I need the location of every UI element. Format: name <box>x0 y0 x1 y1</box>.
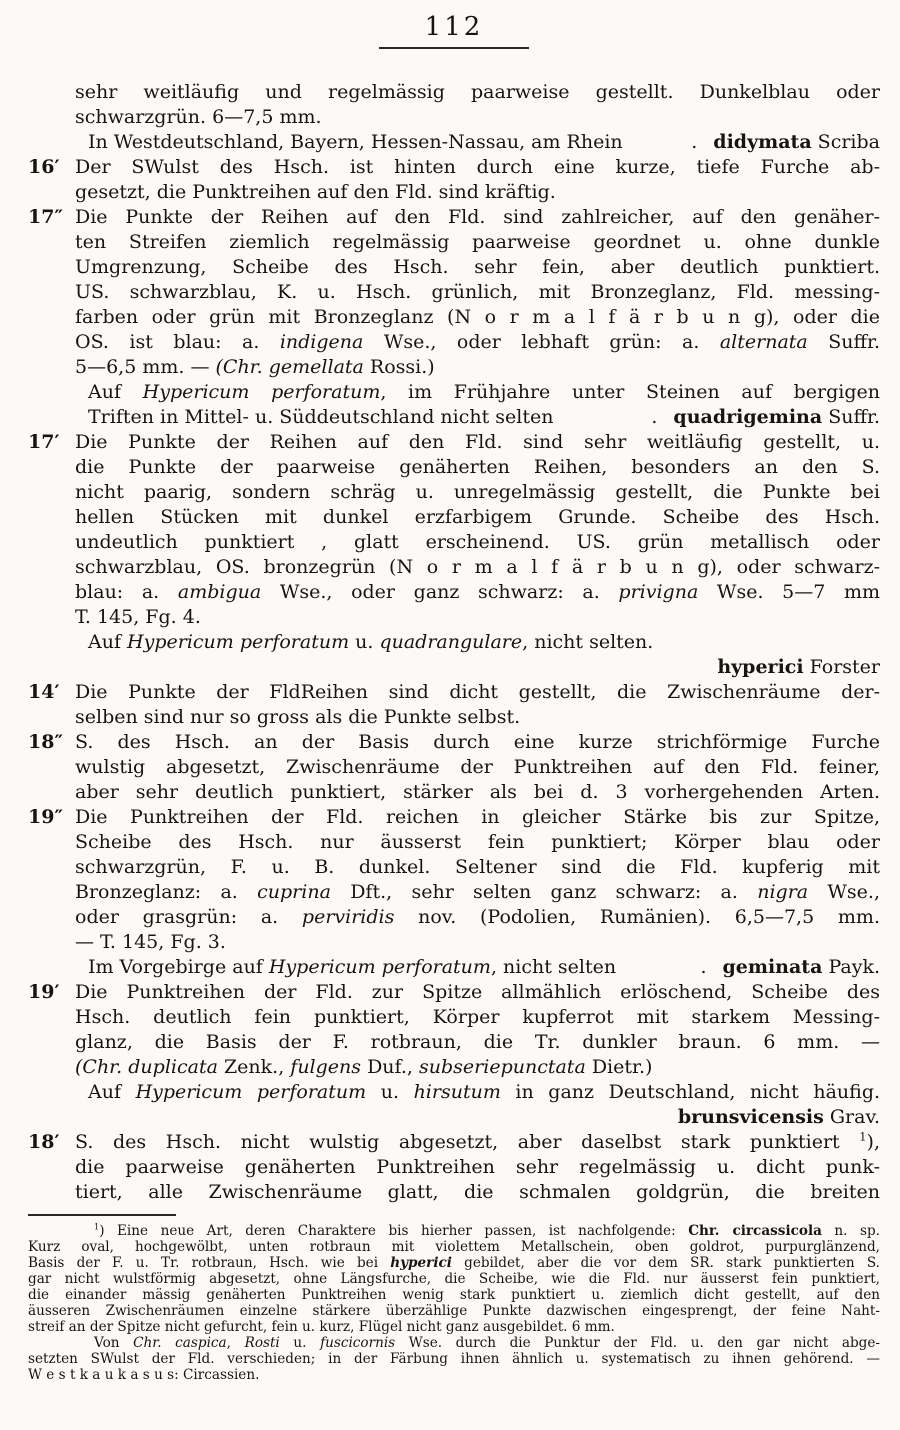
text-segment: Dietr.) <box>585 1056 653 1078</box>
text-segment: W e s t k a u k a s u s: Circassien. <box>28 1367 260 1383</box>
text-segment: Die Punkte der Reihen auf den Fld. sind sehr weitläufig gestellt, u. <box>75 431 880 453</box>
text-segment: die einander mässig genäherten Punktreihen wenig stark punktiert u. ziemlich dicht gestellt, auf den <box>28 1287 880 1303</box>
text-segment: Im Vorgebirge auf <box>88 956 269 978</box>
text-segment: . <box>691 131 698 153</box>
text-segment: Suffr. <box>807 331 880 353</box>
key-text-line <box>28 830 880 855</box>
text-line <box>75 1080 880 1105</box>
text-segment: quadrangulare <box>379 631 523 653</box>
text-segment: glanz, die Basis der F. rotbraun, die Tr. dunkler braun. 6 mm. — <box>75 1031 880 1053</box>
text-line <box>75 230 880 255</box>
couplet-number: 17′ <box>28 431 60 453</box>
text-line <box>75 805 880 830</box>
text-segment: S. des Hsch. nicht wulstig abgesetzt, aber daselbst stark punktiert <box>75 1131 860 1153</box>
species-entry <box>688 955 880 980</box>
text-line <box>75 830 880 855</box>
text-segment: tiert, alle Zwischenräume glatt, die schmalen goldgrün, die breiten <box>75 1181 880 1203</box>
text-line <box>75 380 880 405</box>
key-text-line <box>28 480 880 505</box>
text-segment: Scheibe des Hsch. nur äusserst fein punktiert; Körper blau oder <box>75 831 880 853</box>
text-segment: Chr. caspica <box>133 1335 227 1351</box>
key-text-line <box>28 955 880 980</box>
text-segment: gesetzt, die Punktreihen auf den Fld. sind kräftig. <box>75 181 556 203</box>
key-text-line <box>28 155 880 180</box>
text-line <box>75 980 880 1005</box>
text-line <box>75 630 880 655</box>
text-segment: Grav. <box>823 1106 880 1128</box>
key-text-line <box>28 780 880 805</box>
key-text-line <box>28 730 880 755</box>
couplet-number: 16′ <box>28 156 60 178</box>
species-name-text: hyperici <box>717 656 804 678</box>
text-line <box>75 705 880 730</box>
text-line <box>75 605 880 630</box>
text-segment: Die Punkte der FldReihen sind dicht gestellt, die Zwischenräume der- <box>75 681 880 703</box>
text-segment: . <box>651 406 658 428</box>
key-text-line <box>28 180 880 205</box>
key-text-line <box>28 305 880 330</box>
text-segment: Forster <box>803 656 880 678</box>
text-segment: 1 <box>94 1221 100 1232</box>
key-text-line <box>28 705 880 730</box>
text-segment: aber sehr deutlich punktiert, stärker als bei d. 3 vorhergehenden Arten. <box>75 781 880 803</box>
text-line <box>75 405 639 430</box>
text-segment: gar nicht wulstförmig abgesetzt, ohne Längsfurche, die Scheibe, wie die Fld. nur äusserst fein punktiert, <box>28 1271 880 1287</box>
key-text-line <box>28 455 880 480</box>
text-segment: Hypericum perforatum <box>135 1081 367 1103</box>
text-segment: nigra <box>757 881 809 903</box>
text-segment: Hypericum perforatum <box>142 381 381 403</box>
species-entry <box>666 1105 880 1130</box>
species-name-text: quadrigemina <box>673 406 823 428</box>
text-segment: , nicht selten. <box>522 631 654 653</box>
text-segment: Umgrenzung, Scheibe des Hsch. sehr fein, aber deutlich punktiert. <box>75 256 880 278</box>
text-segment: Hypericum perforatum <box>127 631 350 653</box>
text-segment: Wse. durch die Punktur der Fld. u. den gar nicht abge- <box>395 1335 881 1351</box>
text-line <box>75 205 880 230</box>
text-line <box>75 780 880 805</box>
text-segment: Rosti <box>244 1335 280 1351</box>
key-text-line <box>28 555 880 580</box>
key-text-line <box>28 805 880 830</box>
text-segment: perviridis <box>301 906 395 928</box>
text-line <box>75 80 880 105</box>
footnote-line <box>28 1239 880 1255</box>
text-segment: farben oder grün mit Bronzeglanz (N o r m a l f ä r b u n g), oder die <box>75 306 880 328</box>
text-line <box>75 280 880 305</box>
text-segment: . <box>700 956 707 978</box>
text-segment: ), <box>866 1131 880 1153</box>
text-segment: , nicht selten <box>490 956 617 978</box>
text-segment: die Punkte der paarweise genäherten Reihen, besonders an den S. <box>75 456 880 478</box>
text-segment: setzten SWulst der Fld. verschieden; in der Färbung ihnen ähnlich u. systematisch zu ihnen gehörend. — <box>28 1351 880 1367</box>
text-segment: Die Punktreihen der Fld. reichen in gleicher Stärke bis zur Spitze, <box>75 806 880 828</box>
text-line <box>28 1223 880 1239</box>
species-name-text: geminata <box>722 956 823 978</box>
text-segment: Dft., sehr selten ganz schwarz: a. <box>330 881 758 903</box>
text-line <box>75 305 880 330</box>
text-line <box>75 255 880 280</box>
key-text-line <box>28 1005 880 1030</box>
text-segment: ten Streifen ziemlich regelmässig paarweise geordnet u. ohne dunkle <box>75 231 880 253</box>
text-line <box>28 1367 880 1383</box>
text-segment: schwarzgrün, F. u. B. dunkel. Seltener sind die Fld. kupferig mit <box>75 856 880 878</box>
text-segment: (Chr. gemellata <box>215 356 364 378</box>
text-segment: oder grasgrün: a. <box>75 906 302 928</box>
text-line <box>28 1351 880 1367</box>
key-text-line <box>28 255 880 280</box>
footnote-line <box>28 1319 880 1335</box>
footnote-line <box>28 1255 880 1271</box>
text-segment: Triften in Mittel- u. Süddeutschland nicht selten <box>88 406 554 428</box>
text-segment: streif an der Spitze nicht gefurcht, fein u. kurz, Flügel nicht ganz ausgebildet. 6 mm. <box>28 1319 615 1335</box>
key-text-line <box>28 530 880 555</box>
text-line <box>75 155 880 180</box>
text-line <box>75 1180 880 1205</box>
text-line <box>75 755 880 780</box>
key-text-line <box>28 130 880 155</box>
text-line <box>75 730 880 755</box>
text-segment: (Chr. duplicata <box>75 1056 218 1078</box>
text-segment: selben sind nur so gross als die Punkte selbst. <box>75 706 521 728</box>
text-line <box>28 1319 880 1335</box>
text-segment: u. <box>349 631 380 653</box>
couplet-number: 17″ <box>28 206 63 228</box>
text-line <box>75 105 880 130</box>
page-header <box>28 12 880 49</box>
text-segment: schwarzgrün. 6—7,5 mm. <box>75 106 322 128</box>
key-text-line <box>28 1080 880 1105</box>
text-segment: , <box>226 1335 245 1351</box>
key-text-line <box>28 755 880 780</box>
text-segment: nicht paarig, sondern schräg u. unregelmässig gestellt, die Punkte bei <box>75 481 880 503</box>
text-line <box>75 455 880 480</box>
text-line <box>75 130 679 155</box>
key-text-line <box>28 405 880 430</box>
key-text-line <box>28 855 880 880</box>
couplet-number: 19′ <box>28 981 60 1003</box>
text-segment: alternata <box>719 331 808 353</box>
couplet-number: 19″ <box>28 806 63 828</box>
key-text-line <box>28 605 880 630</box>
text-segment: 5—6,5 mm. — <box>75 356 216 378</box>
key-text-line <box>28 580 880 605</box>
text-line <box>75 530 880 555</box>
footnote-line <box>28 1335 880 1351</box>
species-entry <box>705 655 880 680</box>
text-segment: sehr weitläufig und regelmässig paarweise gestellt. Dunkelblau oder <box>75 81 880 103</box>
text-segment: US. schwarzblau, K. u. Hsch. grünlich, mit Bronzeglanz, Fld. messing- <box>75 281 880 303</box>
text-segment: Von <box>94 1335 134 1351</box>
text-segment: n. sp. <box>821 1223 880 1239</box>
text-line <box>75 355 880 380</box>
text-segment: T. 145, Fg. 4. <box>75 606 201 628</box>
text-segment: subseriepunctata <box>419 1056 586 1078</box>
text-line <box>75 1055 880 1080</box>
key-text-line <box>28 430 880 455</box>
text-segment: blau: a. <box>75 581 178 603</box>
key-text-line <box>28 1155 880 1180</box>
text-segment: , im Frühjahre unter Steinen auf bergigen <box>380 381 881 403</box>
text-segment: Zenk., <box>217 1056 291 1078</box>
text-segment: OS. ist blau: a. <box>75 331 280 353</box>
text-segment: privigna <box>618 581 699 603</box>
text-segment: Duf., <box>361 1056 420 1078</box>
text-line <box>75 480 880 505</box>
key-text-line <box>28 280 880 305</box>
page-number: 112 <box>379 12 530 49</box>
key-text-line <box>28 680 880 705</box>
text-segment: in ganz Deutschland, nicht häufig. <box>500 1081 881 1103</box>
text-segment: Basis der F. u. Tr. rotbraun, Hsch. wie bei <box>28 1255 391 1271</box>
text-segment: Suffr. <box>822 406 880 428</box>
couplet-number: 14′ <box>28 681 60 703</box>
text-segment: hellen Stücken mit dunkel erzfarbigem Grunde. Scheibe des Hsch. <box>75 506 880 528</box>
text-segment: u. <box>366 1081 414 1103</box>
text-line <box>75 1030 880 1055</box>
text-segment: — T. 145, Fg. 3. <box>75 931 226 953</box>
text-line <box>75 905 880 930</box>
text-segment: ) Eine neue Art, deren Charaktere bis hierher passen, ist nachfolgende: <box>99 1223 689 1239</box>
text-line <box>28 1271 880 1287</box>
footnote-block <box>28 1223 880 1383</box>
text-segment: Der SWulst des Hsch. ist hinten durch eine kurze, tiefe Furche ab- <box>75 156 880 178</box>
text-line <box>28 1255 880 1271</box>
key-text-line <box>28 355 880 380</box>
text-line <box>75 505 880 530</box>
text-segment: undeutlich punktiert , glatt erscheinend. US. grün metallisch oder <box>75 531 880 553</box>
species-entry <box>639 405 880 430</box>
text-segment: Bronzeglanz: a. <box>75 881 258 903</box>
text-segment: Scriba <box>811 131 880 153</box>
key-text-line <box>28 330 880 355</box>
text-segment: indigena <box>279 331 364 353</box>
key-text-line <box>28 905 880 930</box>
key-text-line <box>28 630 880 655</box>
species-name-text: brunsvicensis <box>677 1106 824 1128</box>
text-segment: Wse. 5—7 mm <box>698 581 880 603</box>
footnote-line <box>28 1367 880 1383</box>
text-segment: äusseren Zwischenräumen einzelne stärkere überzählige Punkte dazwischen eingesprengt, der feine Naht- <box>28 1303 880 1319</box>
text-line <box>75 430 880 455</box>
key-text-line <box>28 80 880 105</box>
text-segment: nov. (Podolien, Rumänien). 6,5—7,5 mm. <box>394 906 880 928</box>
key-text-line <box>28 230 880 255</box>
text-segment: schwarzblau, OS. bronzegrün (N o r m a l f ä r b u n g), oder schwarz- <box>75 556 880 578</box>
text-segment: Hypericum perforatum <box>268 956 491 978</box>
text-segment: hyperici <box>390 1255 452 1271</box>
text-segment: ambigua <box>177 581 262 603</box>
text-line <box>75 1005 880 1030</box>
couplet-number: 18″ <box>28 731 63 753</box>
text-segment: fulgens <box>290 1056 362 1078</box>
species-entry <box>679 130 880 155</box>
key-text-line <box>28 1180 880 1205</box>
text-line <box>28 1303 880 1319</box>
text-segment: Die Punkte der Reihen auf den Fld. sind zahlreicher, auf den genäher- <box>75 206 880 228</box>
text-segment: Auf <box>88 631 128 653</box>
text-segment: die paarweise genäherten Punktreihen sehr regelmässig u. dicht punk- <box>75 1156 880 1178</box>
text-segment: Payk. <box>822 956 880 978</box>
key-text-line <box>28 205 880 230</box>
text-line <box>75 880 880 905</box>
text-line <box>75 1130 880 1155</box>
key-text-line <box>28 1130 880 1155</box>
key-text-line <box>28 505 880 530</box>
text-line <box>75 580 880 605</box>
species-name-text: didymata <box>713 131 812 153</box>
key-text-line <box>28 105 880 130</box>
text-segment: hirsutum <box>413 1081 501 1103</box>
key-text-line <box>28 880 880 905</box>
text-line <box>75 555 880 580</box>
text-segment: wulstig abgesetzt, Zwischenräume der Punktreihen auf den Fld. feiner, <box>75 756 880 778</box>
text-segment: 1 <box>859 1129 867 1144</box>
text-segment: In Westdeutschland, Bayern, Hessen-Nassau, am Rhein <box>88 131 623 153</box>
text-segment: Wse., oder lebhaft grün: a. <box>363 331 720 353</box>
text-line <box>75 955 688 980</box>
text-segment: Wse., <box>808 881 880 903</box>
text-segment: Kurz oval, hochgewölbt, unten rotbraun mit violettem Metallschein, oben goldrot, purpurglänzend, <box>28 1239 880 1255</box>
text-line <box>75 930 880 955</box>
footnote-divider <box>28 1214 176 1216</box>
text-line <box>75 330 880 355</box>
key-text-line <box>28 380 880 405</box>
text-segment: Auf <box>88 381 143 403</box>
text-segment: Rossi.) <box>363 356 435 378</box>
text-segment: Wse., oder ganz schwarz: a. <box>261 581 619 603</box>
footnote-line <box>28 1287 880 1303</box>
text-segment: fuscicornis <box>320 1335 396 1351</box>
footnote-line <box>28 1303 880 1319</box>
text-line <box>75 180 880 205</box>
species-name-text: Chr. circassicola <box>688 1223 822 1239</box>
key-text-line <box>28 1030 880 1055</box>
text-segment: cuprina <box>257 881 331 903</box>
text-segment: gebildet, aber die vor dem SR. stark punktierten S. <box>451 1255 880 1271</box>
text-line <box>75 855 880 880</box>
text-segment: S. des Hsch. an der Basis durch eine kurze strichförmige Furche <box>75 731 880 753</box>
text-line <box>75 1155 880 1180</box>
text-line <box>75 680 880 705</box>
text-line <box>28 1239 880 1255</box>
identification-key-text <box>28 80 880 1205</box>
key-text-line <box>28 1105 880 1130</box>
key-text-line <box>28 930 880 955</box>
text-segment: u. <box>279 1335 321 1351</box>
text-line <box>28 1287 880 1303</box>
footnote-line <box>28 1223 880 1239</box>
text-segment: Die Punktreihen der Fld. zur Spitze allmählich erlöschend, Scheibe des <box>75 981 880 1003</box>
key-text-line <box>28 1055 880 1080</box>
text-segment: Hsch. deutlich fein punktiert, Körper kupferrot mit starkem Messing- <box>75 1006 880 1028</box>
key-text-line <box>28 980 880 1005</box>
footnote-line <box>28 1271 880 1287</box>
text-segment: Auf <box>88 1081 136 1103</box>
text-line <box>28 1335 880 1351</box>
key-text-line <box>28 655 880 680</box>
couplet-number: 18′ <box>28 1131 60 1153</box>
footnote-line <box>28 1351 880 1367</box>
